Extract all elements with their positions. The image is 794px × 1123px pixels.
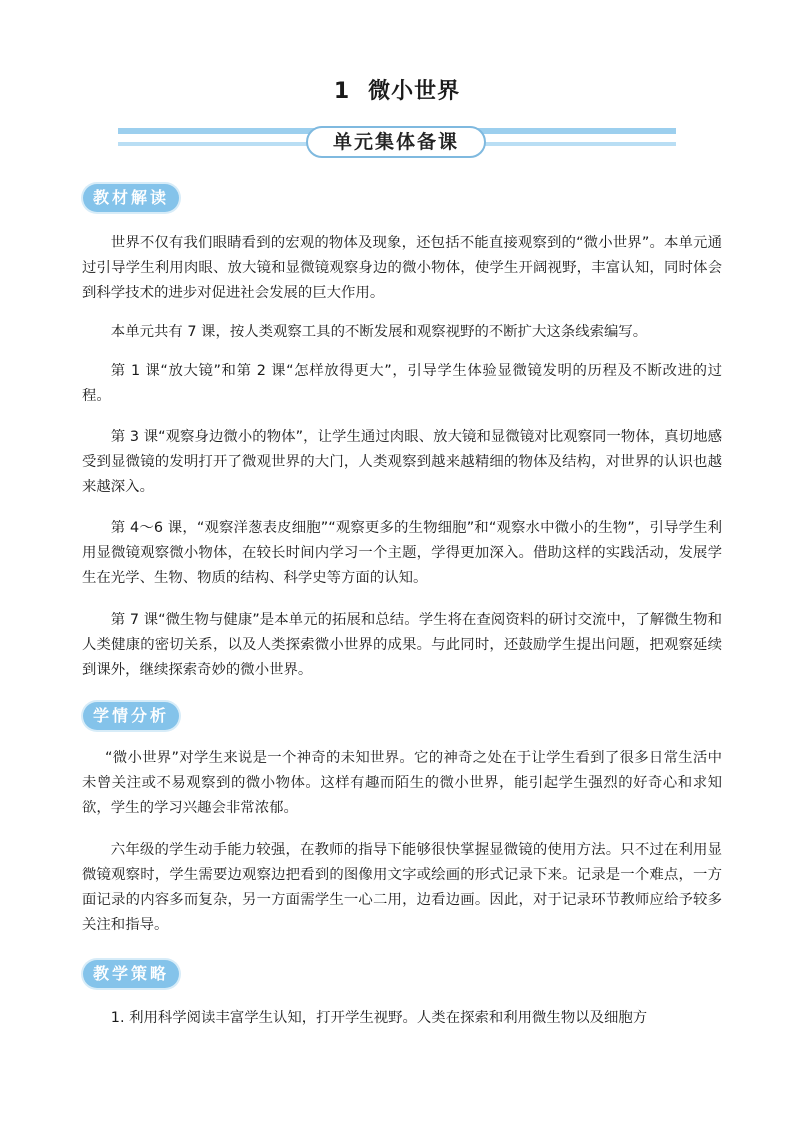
paragraph: “微小世界”对学生来说是一个神奇的未知世界。它的神奇之处在于让学生看到了很多日常生活中未曾关注或不易观察到的微小物体。这样有趣而陌生的微小世界，能引起学生强烈的好奇心和求知欲，学生的学习兴趣会非常浓郁。 — [82, 750, 722, 816]
paragraph: 世界不仅有我们眼睛看到的宏观的物体及现象，还包括不能直接观察到的“微小世界”。本单元通过引导学生利用肉眼、放大镜和显微镜观察身边的微小物体，使学生开阔视野，丰富认知，同时体会到科学技术的进步对促进社会发展的巨大作用。 — [82, 235, 722, 301]
title-number: 1 — [333, 79, 351, 104]
section-badge-textbook: 教材解读 — [83, 184, 179, 212]
paragraph: 第 4～6 课，“观察洋葱表皮细胞”“观察更多的生物细胞”和“观察水中微小的生物”，引导学生利用显微镜观察微小物体，在较长时间内学习一个主题，学得更加深入。借助这样的实践活动，发展学生在光学、生物、物质的结构、科学史等方面的认知。 — [82, 520, 722, 586]
paragraph: 本单元共有 7 课，按人类观察工具的不断发展和观察视野的不断扩大这条线索编写。 — [110, 324, 648, 340]
paragraph: 第 1 课“放大镜”和第 2 课“怎样放得更大”，引导学生体验显微镜发明的历程及不断改进的过程。 — [82, 363, 722, 404]
unit-banner — [118, 126, 676, 160]
paragraph: 第 3 课“观察身边微小的物体”，让学生通过肉眼、放大镜和显微镜对比观察同一物体，真切地感受到显微镜的发明打开了微观世界的大门，人类观察到越来越精细的物体及结构，对世界的认识也越来越深入。 — [82, 429, 722, 495]
title-text: 微小世界 — [368, 79, 461, 104]
section-badge-teaching-strategy: 教学策略 — [83, 960, 179, 988]
page-title — [0, 74, 794, 105]
paragraph: 1. 利用科学阅读丰富学生认知，打开学生视野。人类在探索和利用微生物以及细胞方 — [110, 1010, 648, 1026]
paragraph: 六年级的学生动手能力较强，在教师的指导下能够很快掌握显微镜的使用方法。只不过在利用显微镜观察时，学生需要边观察边把看到的图像用文字或绘画的形式记录下来。记录是一个难点，一方面记录的内容多而复杂，另一方面需学生一心二用，边看边画。因此，对于记录环节教师应给予较多关注和指导。 — [82, 842, 722, 933]
paragraph: 第 7 课“微生物与健康”是本单元的拓展和总结。学生将在查阅资料的研讨交流中，了解微生物和人类健康的密切关系，以及人类探索微小世界的成果。与此同时，还鼓励学生提出问题，把观察延续到课外，继续探索奇妙的微小世界。 — [82, 612, 722, 678]
banner-label: 单元集体备课 — [306, 126, 486, 158]
section-badge-student-analysis: 学情分析 — [83, 702, 179, 730]
